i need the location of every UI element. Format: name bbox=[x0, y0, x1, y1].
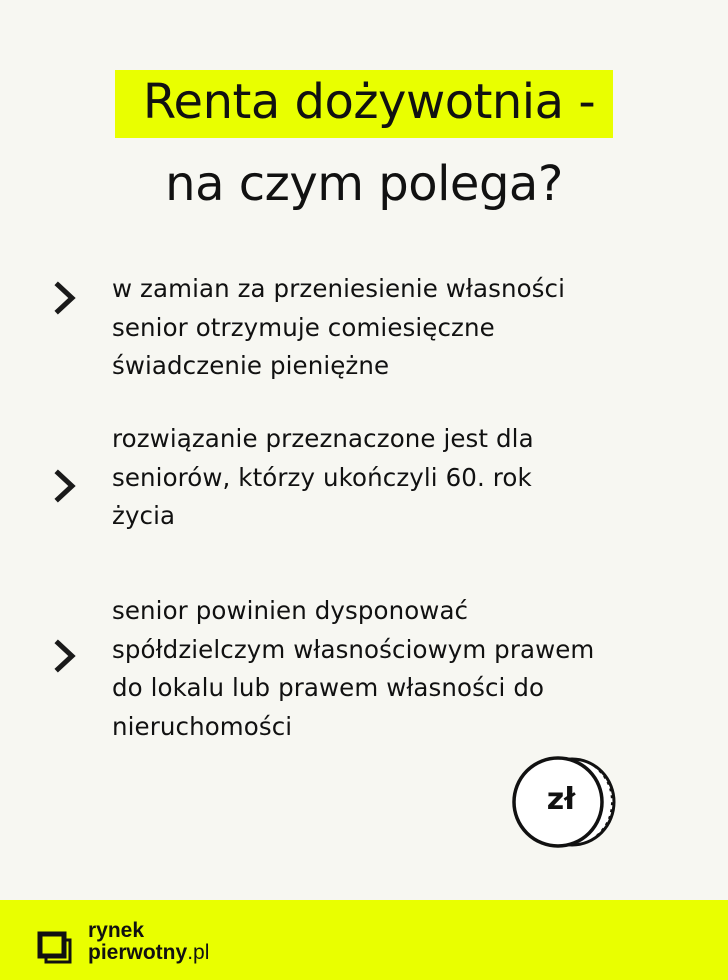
list-item-text bbox=[112, 592, 692, 746]
logo-line-2 bbox=[88, 942, 209, 964]
chevron-right-icon bbox=[52, 280, 80, 316]
list-item-line: senior otrzymuje comiesięczne bbox=[112, 312, 495, 342]
list-item-line: w zamian za przeniesienie własności bbox=[112, 274, 566, 303]
logo-text bbox=[88, 920, 209, 964]
chevron-right-icon bbox=[52, 638, 80, 674]
list-item-line: seniorów, którzy ukończyli 60. rok bbox=[112, 462, 532, 492]
logo-word: pierwotny bbox=[88, 941, 188, 964]
footer-bar bbox=[0, 900, 728, 980]
coin-label: zł bbox=[546, 782, 576, 817]
chevron-right-icon bbox=[52, 468, 80, 504]
list-item-line: rozwiązanie przeznaczone jest dla bbox=[112, 424, 534, 453]
list-item-line: życia bbox=[112, 501, 176, 530]
logo-domain: .pl bbox=[187, 941, 210, 964]
list-item-line: do lokalu lub prawem własności do bbox=[112, 673, 545, 702]
title-highlight bbox=[115, 70, 613, 138]
brand-logo[interactable] bbox=[34, 920, 274, 968]
title-line-2: na czym polega? bbox=[165, 156, 563, 212]
rynekpierwotny-logo-mark-icon bbox=[34, 926, 72, 964]
list-item-line: nieruchomości bbox=[112, 711, 293, 741]
coin-illustration bbox=[506, 756, 618, 848]
list-item-line: świadczenie pieniężne bbox=[112, 351, 390, 380]
list-item-line: senior powinien dysponować bbox=[112, 596, 469, 625]
list-item-text bbox=[112, 270, 692, 386]
list-item-line: spółdzielczym własnościowym prawem bbox=[112, 634, 595, 664]
page-title bbox=[0, 70, 728, 212]
list-item-text bbox=[112, 420, 692, 536]
logo-line-1: rynek bbox=[88, 919, 145, 942]
title-line-1: Renta dożywotnia - bbox=[142, 74, 596, 130]
